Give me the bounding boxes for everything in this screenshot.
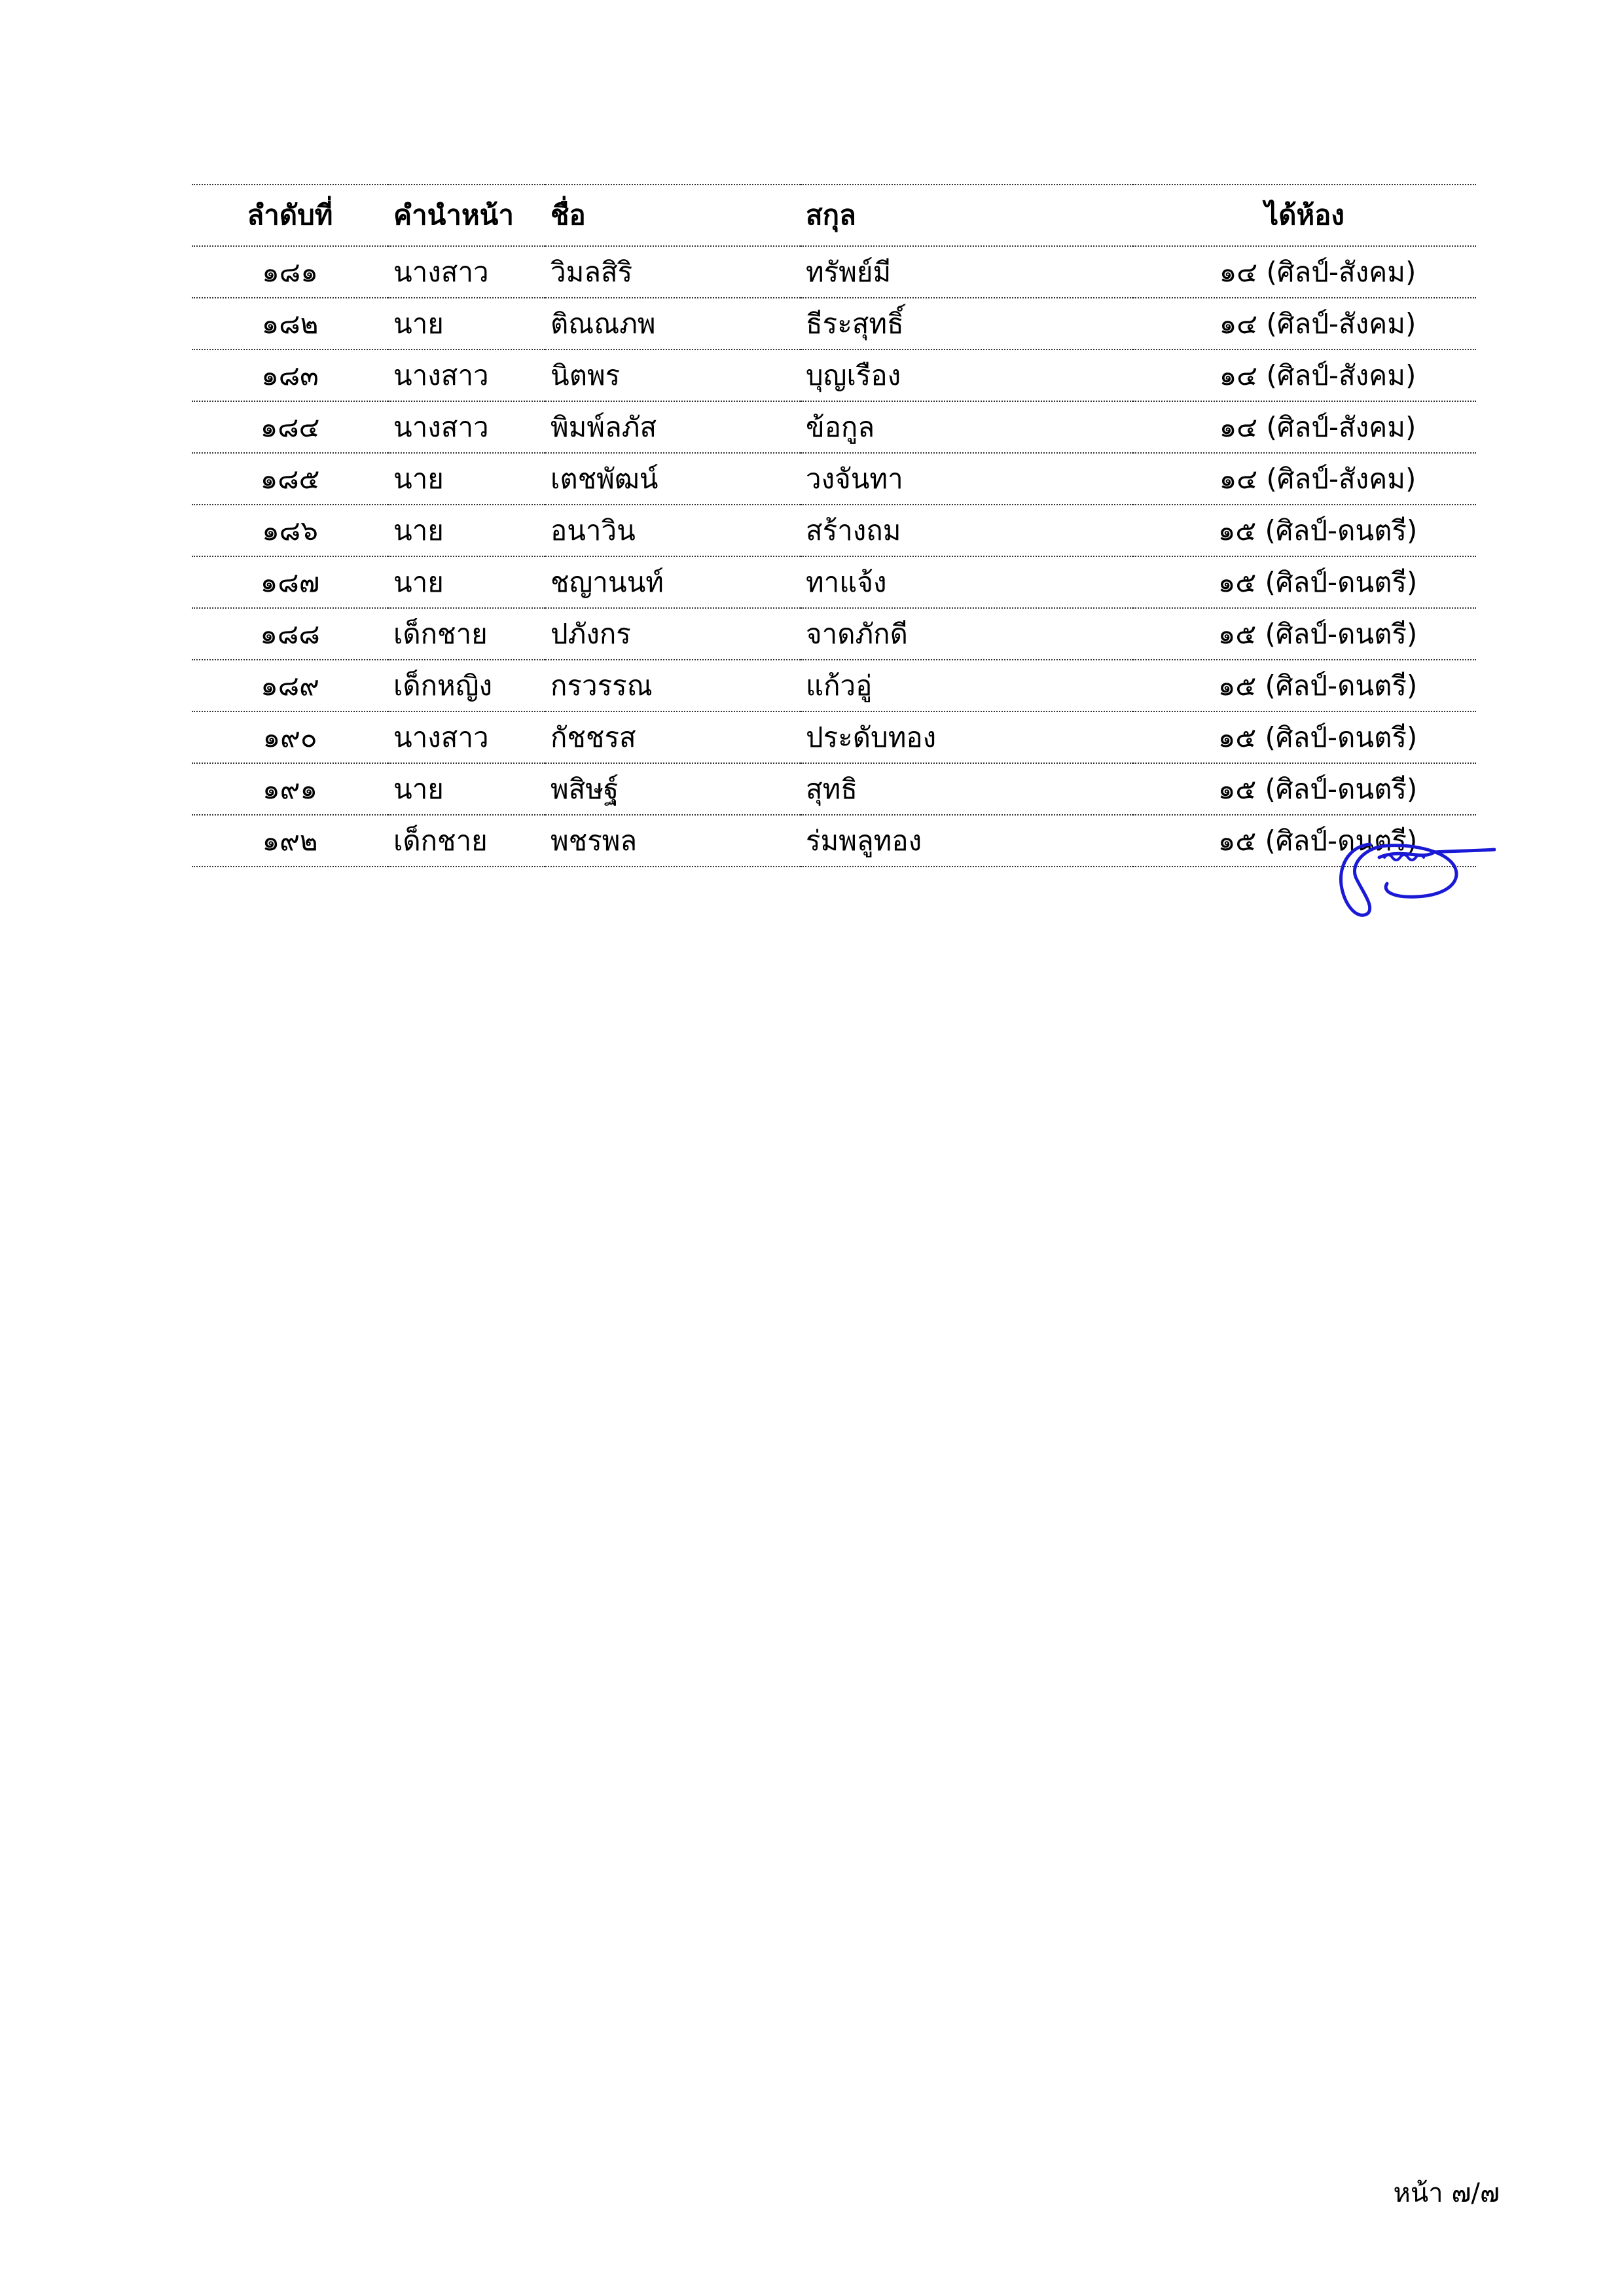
- cell-number: ๑๘๓: [192, 350, 388, 401]
- student-room-table: [192, 184, 1476, 867]
- table-row: [192, 350, 1476, 401]
- cell-number: ๑๘๕: [192, 453, 388, 505]
- header-last-name: สกุล: [801, 185, 1133, 246]
- cell-room: ๑๔ (ศิลป์-สังคม): [1133, 350, 1476, 401]
- cell-last-name: ธีระสุทธิ์: [801, 298, 1133, 350]
- table-row: [192, 608, 1476, 660]
- header-room: ได้ห้อง: [1133, 185, 1476, 246]
- cell-first-name: ปภังกร: [545, 608, 801, 660]
- cell-first-name: วิมลสิริ: [545, 246, 801, 298]
- cell-title: นาย: [388, 298, 545, 350]
- cell-last-name: สร้างถม: [801, 505, 1133, 556]
- cell-room: ๑๕ (ศิลป์-ดนตรี): [1133, 660, 1476, 711]
- header-title: คำนำหน้า: [388, 185, 545, 246]
- table-row: [192, 815, 1476, 867]
- cell-number: ๑๘๒: [192, 298, 388, 350]
- cell-number: ๑๘๑: [192, 246, 388, 298]
- cell-title: นางสาว: [388, 401, 545, 453]
- cell-first-name: พชรพล: [545, 815, 801, 867]
- cell-last-name: ประดับทอง: [801, 711, 1133, 763]
- cell-last-name: บุญเรือง: [801, 350, 1133, 401]
- cell-room: ๑๔ (ศิลป์-สังคม): [1133, 298, 1476, 350]
- cell-title: นางสาว: [388, 350, 545, 401]
- cell-number: ๑๘๗: [192, 556, 388, 608]
- cell-title: นางสาว: [388, 246, 545, 298]
- cell-last-name: สุทธิ: [801, 763, 1133, 815]
- cell-last-name: วงจันทา: [801, 453, 1133, 505]
- table-row: [192, 763, 1476, 815]
- cell-first-name: ชญานนท์: [545, 556, 801, 608]
- table-row: [192, 711, 1476, 763]
- header-number: ลำดับที่: [192, 185, 388, 246]
- cell-first-name: พิมพ์ลภัส: [545, 401, 801, 453]
- cell-first-name: กรวรรณ: [545, 660, 801, 711]
- signature-inner-loops: [1384, 855, 1424, 860]
- cell-number: ๑๘๘: [192, 608, 388, 660]
- handwritten-signature: [1319, 831, 1496, 923]
- cell-title: นาย: [388, 556, 545, 608]
- cell-title: นาย: [388, 763, 545, 815]
- cell-number: ๑๘๖: [192, 505, 388, 556]
- cell-first-name: กัชชรส: [545, 711, 801, 763]
- cell-number: ๑๙๐: [192, 711, 388, 763]
- header-first-name: ชื่อ: [545, 185, 801, 246]
- cell-title: เด็กชาย: [388, 608, 545, 660]
- cell-title: นาย: [388, 453, 545, 505]
- cell-first-name: พสิษฐ์: [545, 763, 801, 815]
- cell-room: ๑๕ (ศิลป์-ดนตรี): [1133, 711, 1476, 763]
- cell-last-name: ข้อกูล: [801, 401, 1133, 453]
- cell-last-name: ทรัพย์มี: [801, 246, 1133, 298]
- cell-last-name: ร่มพลูทอง: [801, 815, 1133, 867]
- table-header-row: [192, 185, 1476, 246]
- table-row: [192, 246, 1476, 298]
- cell-number: ๑๘๔: [192, 401, 388, 453]
- cell-first-name: อนาวิน: [545, 505, 801, 556]
- cell-room: ๑๔ (ศิลป์-สังคม): [1133, 246, 1476, 298]
- cell-room: ๑๕ (ศิลป์-ดนตรี): [1133, 505, 1476, 556]
- table-row: [192, 505, 1476, 556]
- table-row: [192, 401, 1476, 453]
- cell-room: ๑๕ (ศิลป์-ดนตรี): [1133, 556, 1476, 608]
- cell-number: ๑๙๑: [192, 763, 388, 815]
- cell-number: ๑๘๙: [192, 660, 388, 711]
- cell-first-name: ติณณภพ: [545, 298, 801, 350]
- page-number: หน้า ๗/๗: [1393, 2178, 1500, 2208]
- cell-title: นาย: [388, 505, 545, 556]
- table-row: [192, 556, 1476, 608]
- cell-room: ๑๕ (ศิลป์-ดนตรี): [1133, 608, 1476, 660]
- table-row: [192, 298, 1476, 350]
- cell-title: เด็กหญิง: [388, 660, 545, 711]
- table-row: [192, 660, 1476, 711]
- cell-first-name: นิตพร: [545, 350, 801, 401]
- cell-first-name: เตชพัฒน์: [545, 453, 801, 505]
- cell-title: เด็กชาย: [388, 815, 545, 867]
- cell-last-name: จาดภักดี: [801, 608, 1133, 660]
- table-row: [192, 453, 1476, 505]
- cell-number: ๑๙๒: [192, 815, 388, 867]
- cell-room: ๑๕ (ศิลป์-ดนตรี): [1133, 763, 1476, 815]
- cell-room: ๑๕ (ศิลป์-ดนตรี): [1133, 815, 1476, 867]
- cell-last-name: ทาแจ้ง: [801, 556, 1133, 608]
- cell-room: ๑๔ (ศิลป์-สังคม): [1133, 453, 1476, 505]
- cell-last-name: แก้วอู่: [801, 660, 1133, 711]
- cell-title: นางสาว: [388, 711, 545, 763]
- cell-room: ๑๔ (ศิลป์-สังคม): [1133, 401, 1476, 453]
